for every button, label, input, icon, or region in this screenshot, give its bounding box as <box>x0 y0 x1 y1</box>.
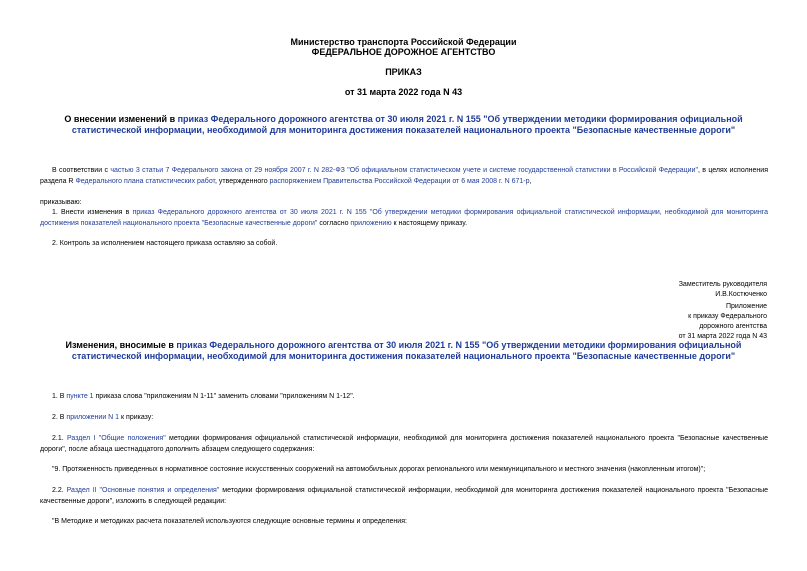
agency-name: ФЕДЕРАЛЬНОЕ ДОРОЖНОЕ АГЕНТСТВО <box>311 47 496 57</box>
change-2 <box>52 413 153 422</box>
document-type: ПРИКАЗ <box>385 67 422 77</box>
change-2-text-1: 2. В <box>52 414 67 421</box>
change-2-1-quote: "9. Протяженность приведенных в нормативное состояние искусственных сооружений на автомобильных дорогах регионального или межмуниципального и местного значения (накопленным итогом)"; <box>52 466 706 473</box>
change-2-2 <box>40 485 768 507</box>
section-2-link[interactable]: Раздел II "Основные понятия и определения" <box>66 487 220 494</box>
preamble-text-2: , в целях исполнения раздела R <box>40 167 768 185</box>
change-2-2-quote: "В Методике и методиках расчета показателей используются следующие основные термины и определения: <box>52 518 407 525</box>
item1-text-3: к настоящему приказу. <box>391 220 468 227</box>
point-1-link[interactable]: пункте 1 <box>66 393 94 400</box>
item1-text-2: согласно <box>317 220 351 227</box>
change-1-text-2: приказа слова "приложениям N 1-11" заменить словами "приложениям N 1-12". <box>93 393 355 400</box>
appendix-ref-date: от 31 марта 2022 года N 43 <box>678 333 767 340</box>
document-title <box>40 114 767 136</box>
change-2-1-text-2: методики формирования официальной статистической информации, необходимой для мониторинга достижения показателей национального проекта "Безопасные качественные дороги", после абзаца шестнадцатого дополнить абзацем следующего содержания: <box>40 435 768 453</box>
government-decree-link[interactable]: распоряжением Правительства Российской Федерации от 6 мая 2008 г. N 671-р <box>269 178 530 185</box>
change-2-text-2: к приказу: <box>119 414 154 421</box>
document-date-number: от 31 марта 2022 года N 43 <box>344 87 463 97</box>
item1-text-1: 1. Внести изменения в <box>52 209 133 216</box>
ministry-name: Министерство транспорта Российской Федерации <box>290 37 517 47</box>
order-item-2: 2. Контроль за исполнением настоящего приказа оставляю за собой. <box>52 240 278 247</box>
statistical-plan-link[interactable]: Федерального плана статистических работ <box>75 178 215 185</box>
preamble-text-4: , <box>529 178 532 185</box>
change-1-text-1: 1. В <box>52 393 67 400</box>
changes-title-prefix: Изменения, вносимые в <box>65 340 177 350</box>
appendix-link[interactable]: приложению <box>350 220 392 227</box>
signature-name: И.В.Костюченко <box>715 291 767 298</box>
change-2-2-text-1: 2.2. <box>52 487 67 494</box>
appendix-ref-line-3: дорожного агентства <box>699 323 767 330</box>
section-1-link[interactable]: Раздел I "Общие положения" <box>67 435 166 442</box>
changes-title <box>40 340 767 362</box>
appendix-1-link[interactable]: приложении N 1 <box>66 414 120 421</box>
federal-law-link[interactable]: частью 3 статьи 7 Федерального закона от 29 ноября 2007 г. N 282-ФЗ "Об официальном статистическом учете и системе государственной статистики в Российской Федерации" <box>110 167 698 174</box>
change-2-1-text-1: 2.1. <box>52 435 67 442</box>
change-1 <box>52 392 355 401</box>
appendix-label: Приложение <box>725 303 767 310</box>
preamble-paragraph <box>40 165 768 187</box>
preamble-text-1: В соответствии с <box>52 167 111 174</box>
document-title-prefix: О внесении изменений в <box>64 114 178 124</box>
title-order-link[interactable]: приказ Федерального дорожного агентства от 30 июля 2021 г. N 155 "Об утверждении методики формирования официальной статистической информации, необходимой для мониторинга достижения показателей национального проекта "Безопасные качественные дороги" <box>71 114 743 135</box>
change-2-2-text-2: методики формирования официальной статистической информации, необходимой для мониторинга достижения показателей национального проекта "Безопасные качественные дороги", изложить в следующей редакции: <box>40 487 768 505</box>
order-item-1 <box>40 207 768 229</box>
change-2-1 <box>40 433 768 455</box>
item1-order-link[interactable]: приказ Федерального дорожного агентства от 30 июля 2021 г. N 155 "Об утверждении методики формирования официальной статистической информации, необходимой для мониторинга достижения показателей национального проекта "Безопасные качественные дороги" <box>40 209 768 227</box>
order-word: приказываю: <box>40 199 82 206</box>
appendix-ref-line-2: к приказу Федерального <box>688 313 767 320</box>
changes-title-order-link[interactable]: приказ Федерального дорожного агентства от 30 июля 2021 г. N 155 "Об утверждении методики формирования официальной статистической информации, необходимой для мониторинга достижения показателей национального проекта "Безопасные качественные дороги" <box>71 340 742 361</box>
signature-position: Заместитель руководителя <box>678 281 767 288</box>
preamble-text-3: , утвержденного <box>214 178 270 185</box>
